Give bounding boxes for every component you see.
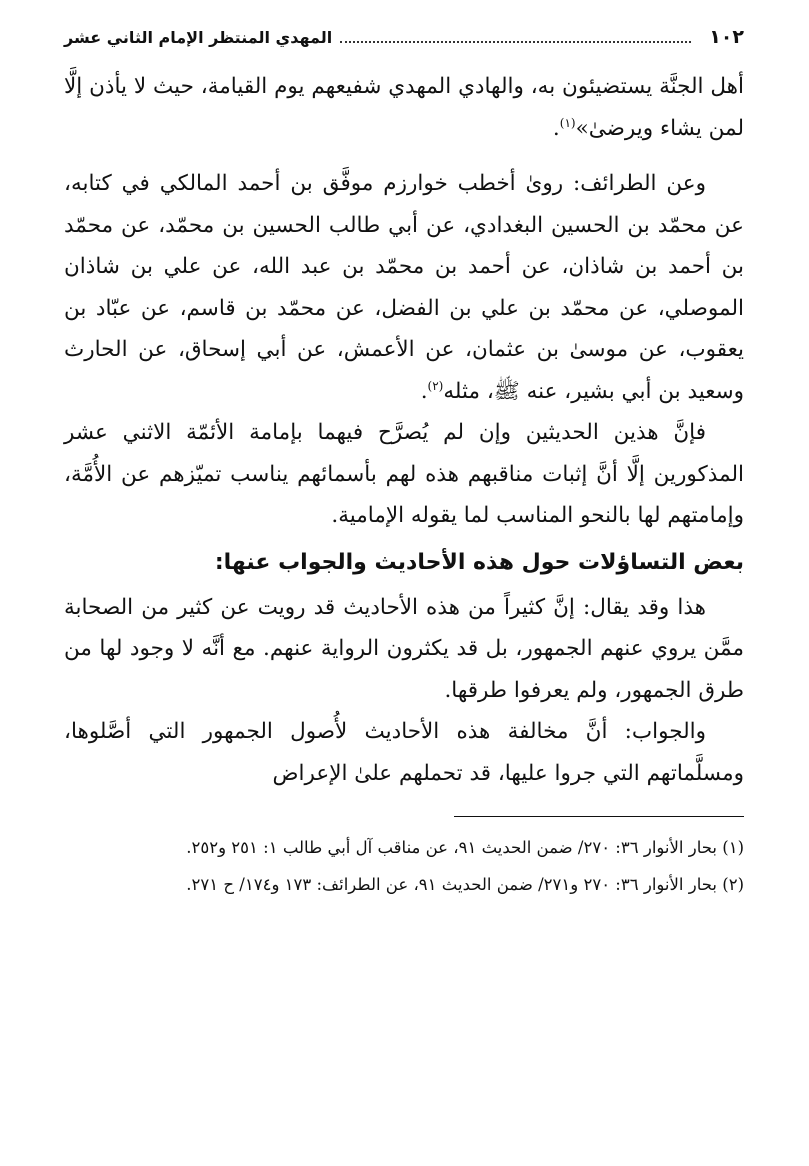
footnote-reference: (٢) [427,378,444,393]
header-dot-leader [340,27,691,43]
paragraph-text: وعن الطرائف: روىٰ أخطب خوارزم موفَّق بن أحمد المالكي في كتابه، عن محمّد بن الحسين البغدادي، عن أبي طالب الحسين بن محمّد، عن محمّد بن أحمد بن شاذان، عن أحمد بن محمّد بن عبد الله، عن علي بن شاذان الموصلي، عن محمّد بن علي بن الفضل، عن محمّد بن قاسم، عن عبّاد بن يعقوب، عن موسىٰ بن عثمان، عن الأعمش، عن أبي إسحاق، عن الحارث وسعيد بن أبي بشير، عنه ﷺ، مثله [64,171,744,404]
paragraph-text: فإنَّ هذين الحديثين وإن لم يُصرَّح فيهما بإمامة الأئمّة الاثني عشر المذكورين إلَّا أنَّ إثبات مناقبهم هذه لهم بأسمائهم يناسب تميّزهم عن الأُمَّة، وإمامتهم لها بالنحو المناسب لما يقوله الإمامية. [64,420,744,528]
paragraph-text: هذا وقد يقال: إنَّ كثيراً من هذه الأحاديث قد رويت عن كثير من الصحابة ممَّن يروي عنهم الجمهور، بل قد يكثرون الرواية عنهم. مع أنَّه لا وجود لها من طرق الجمهور، ولم يعرفوا طرقها. [64,594,744,703]
paragraph-end: . [420,378,428,404]
book-page [64,26,744,905]
paragraph-gap [64,149,744,163]
footnote-separator [454,816,744,817]
main-text [64,66,744,794]
paragraph [64,587,744,712]
footnote: (٢) بحار الأنوار ٣٦: ٢٧٠ و٢٧١/ ضمن الحديث ٩١، عن الطرائف: ١٧٣ و١٧٤/ ح ٢٧١. [186,875,744,894]
paragraph-text: والجواب: أنَّ مخالفة هذه الأحاديث لأُصول الجمهور التي أصَّلوها، ومسلَّماتهم التي جروا عليها، قد تحملهم علىٰ الإعراض [64,719,744,786]
paragraph [64,412,744,537]
paragraph [64,163,744,412]
running-header [64,26,744,66]
footnote-reference: (١) [559,115,576,130]
section-heading: بعض التساؤلات حول هذه الأحاديث والجواب عنها: [214,549,744,575]
footnote: (١) بحار الأنوار ٣٦: ٢٧٠/ ضمن الحديث ٩١، عن مناقب آل أبي طالب ١: ٢٥١ و٢٥٢. [186,838,744,857]
running-header-title: المهدي المنتظر الإمام الثاني عشر [64,28,333,47]
footnotes [64,831,744,901]
paragraph-end: . [552,115,560,141]
paragraph-text: أهل الجنَّة يستضيئون به، والهادي المهدي شفيعهم يوم القيامة، حيث لا يأذن إلَّا لمن يشاء ويرضىٰ» [64,74,744,141]
paragraph [64,66,744,149]
paragraph [64,711,744,794]
page-number: ١٠٢ [709,26,744,48]
